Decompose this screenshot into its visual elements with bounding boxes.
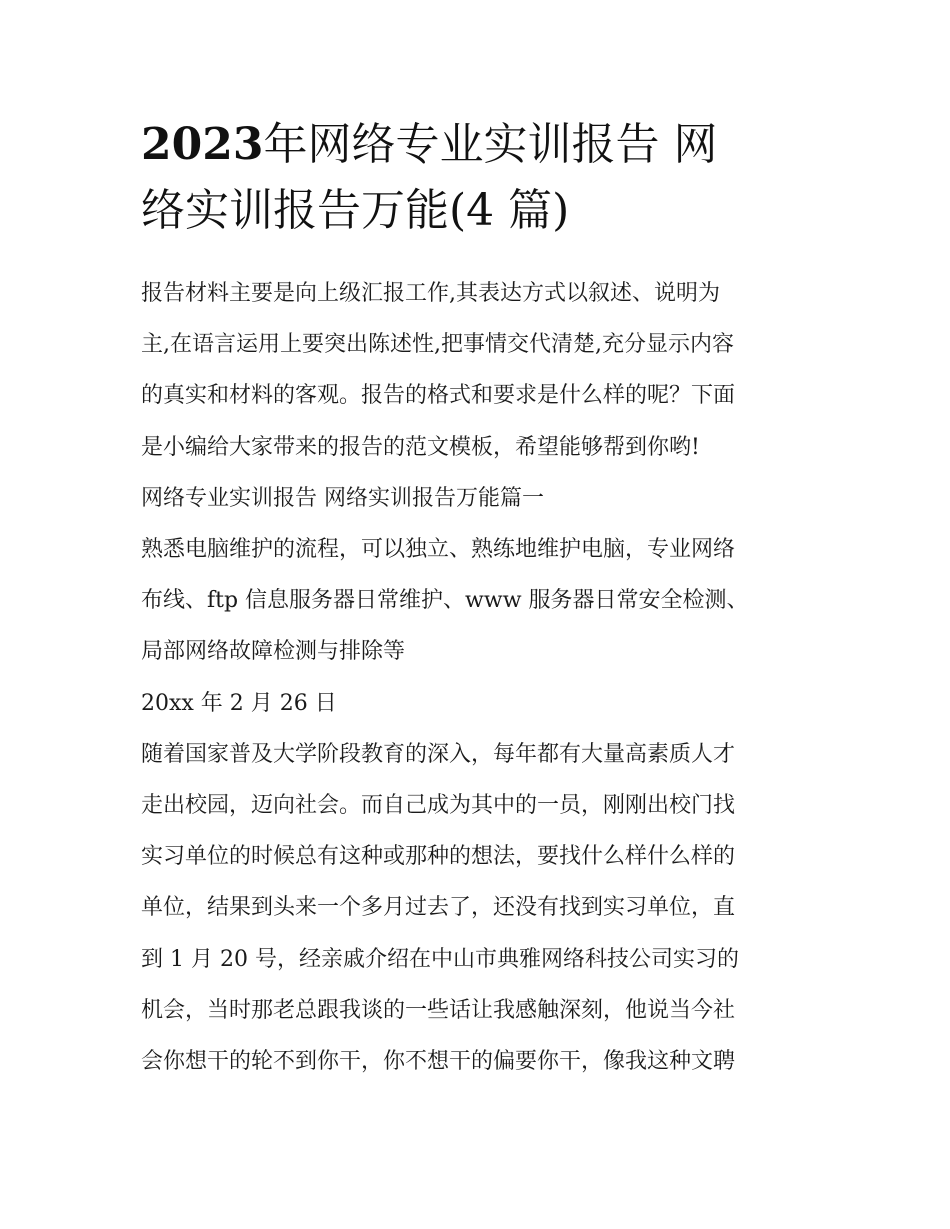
body-line: 到 1 月 20 号，经亲戚介绍在中山市典雅网络科技公司实习的	[141, 946, 739, 972]
body-line: 实习单位的时候总有这种或那种的想法，要找什么样什么样的	[141, 844, 736, 870]
title-line-2: 络实训报告万能(4 篇)	[141, 185, 570, 236]
intro-line: 的真实和材料的客观。报告的格式和要求是什么样的呢？下面	[141, 383, 736, 409]
title-line-1	[141, 112, 821, 178]
intro-line: 是小编给大家带来的报告的范文模板，希望能够帮到你哟!	[141, 434, 700, 460]
body-line: 走出校园，迈向社会。而自己成为其中的一员，刚刚出校门找	[141, 793, 736, 819]
date-line: 20xx 年 2 月 26 日	[141, 690, 337, 716]
intro-line: 报告材料主要是向上级汇报工作,其表达方式以叙述、说明为	[141, 281, 720, 306]
body-line: 布线、ftp 信息服务器日常维护、www 服务器日常安全检测、	[141, 588, 749, 614]
document-title	[141, 112, 821, 244]
body-line: 会你想干的轮不到你干，你不想干的偏要你干，像我这种文聘	[141, 1049, 736, 1075]
body-line: 熟悉电脑维护的流程，可以独立、熟练地维护电脑，专业网络	[141, 537, 736, 563]
body-line: 单位，结果到头来一个多月过去了，还没有找到实习单位，直	[141, 895, 736, 921]
document-body	[141, 268, 821, 1087]
body-line: 机会，当时那老总跟我谈的一些话让我感触深刻，他说当今社	[141, 997, 736, 1023]
title-year: 2023	[141, 119, 264, 170]
body-line: 随着国家普及大学阶段教育的深入，每年都有大量高素质人才	[141, 741, 736, 767]
intro-line: 主,在语言运用上要突出陈述性,把事情交代清楚,充分显示内容	[141, 332, 734, 358]
body-line: 局部网络故障检测与排除等	[141, 639, 406, 665]
title-line-1-text: 年网络专业实训报告 网	[263, 119, 718, 170]
document-page	[141, 112, 821, 1087]
section-heading: 网络专业实训报告 网络实训报告万能篇一	[141, 485, 544, 511]
